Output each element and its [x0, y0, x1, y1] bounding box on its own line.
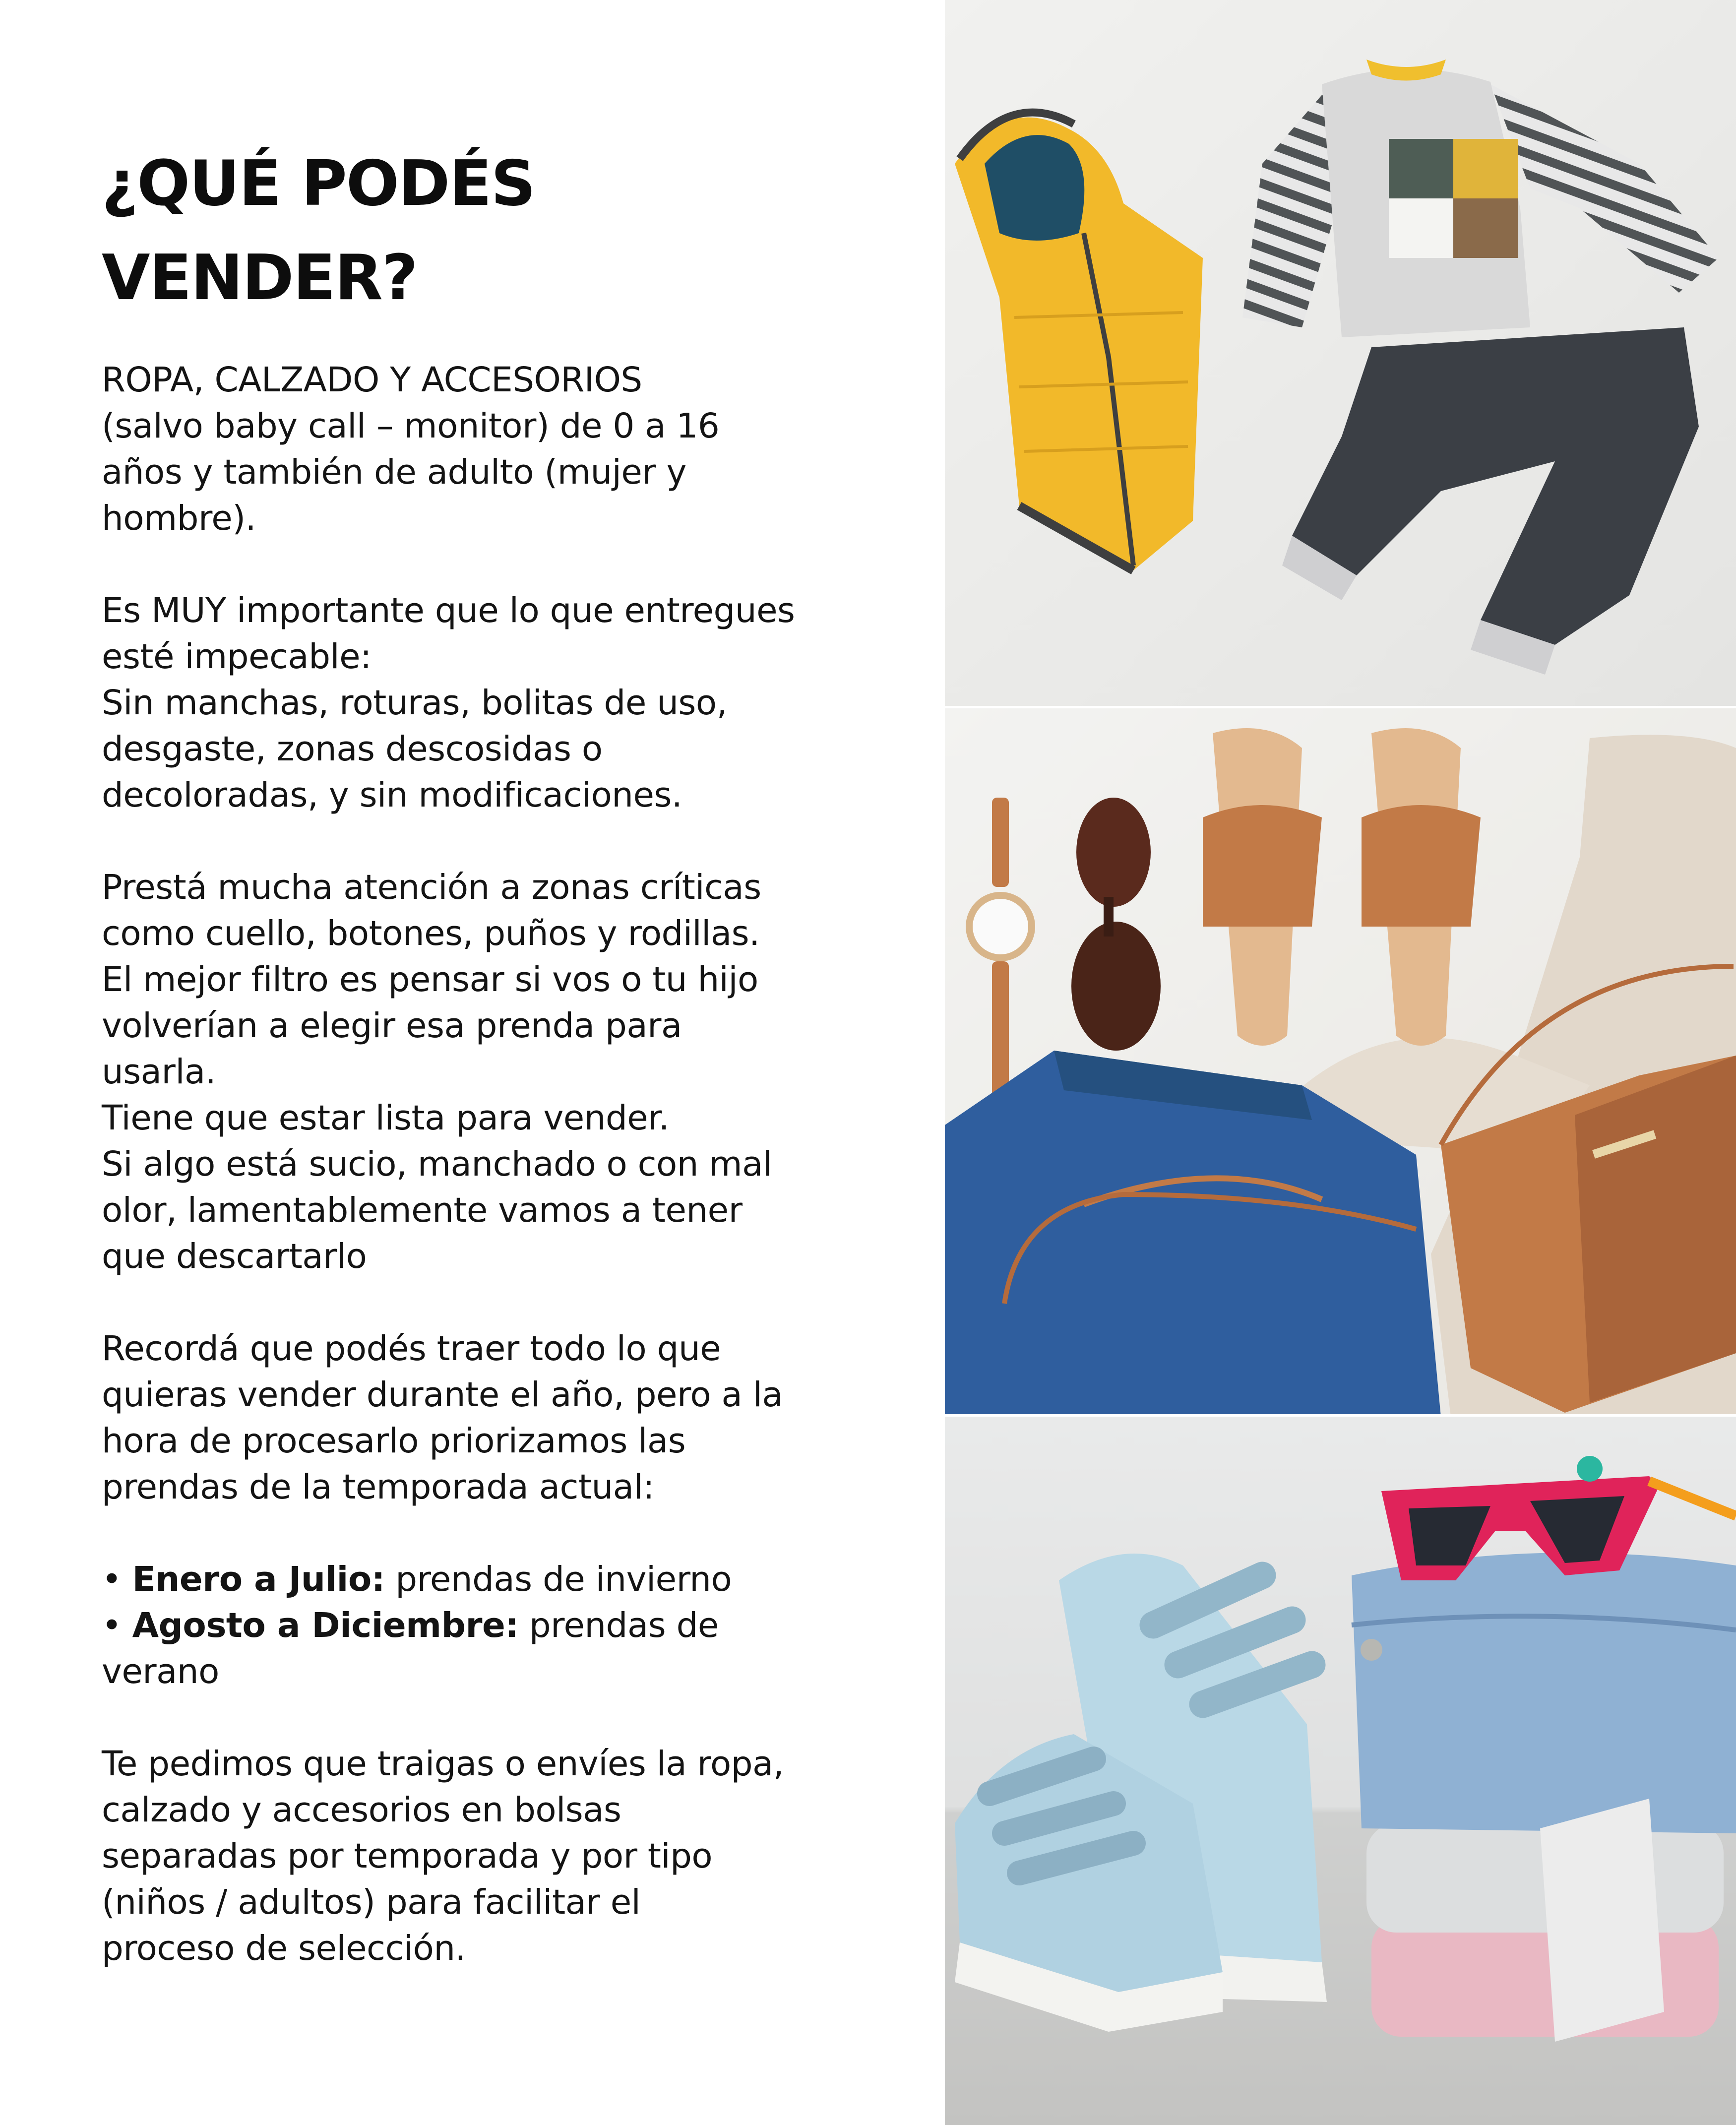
season-label: Enero a Julio:: [132, 1560, 385, 1599]
attention-line: olor, lamentablemente vamos a tener: [102, 1190, 743, 1230]
intro-line: ROPA, CALZADO Y ACCESORIOS: [102, 360, 642, 400]
attention-line: usarla.: [102, 1052, 216, 1092]
page-title: [102, 136, 920, 325]
condition-paragraph: [102, 588, 935, 818]
packing-line: (niños / adultos) para facilitar el: [102, 1882, 641, 1922]
packing-line: Te pedimos que traigas o envíes la ropa,: [102, 1744, 784, 1784]
condition-line: Sin manchas, roturas, bolitas de uso,: [102, 683, 728, 723]
intro-line: hombre).: [102, 499, 256, 538]
photo-sneakers-folded-clothes-sunglasses: [945, 1417, 1736, 2125]
photo-vest-shirt-pants: [945, 0, 1736, 708]
intro-line: (salvo baby call – monitor) de 0 a 16: [102, 406, 720, 446]
condition-line: Es MUY importante que lo que entregues: [102, 591, 795, 630]
intro-line: años y también de adulto (mujer y: [102, 452, 687, 492]
condition-line: decoloradas, y sin modificaciones.: [102, 775, 682, 815]
body-text: [102, 357, 935, 1972]
attention-line: Tiene que estar lista para vender.: [102, 1098, 670, 1138]
attention-line: como cuello, botones, puños y rodillas.: [102, 914, 760, 953]
season-text: prendas de: [529, 1606, 719, 1645]
list-item: [102, 1557, 935, 1603]
intro-paragraph: [102, 357, 935, 542]
attention-line: volverían a elegir esa prenda para: [102, 1006, 682, 1046]
packing-paragraph: [102, 1741, 935, 1972]
season-label: Agosto a Diciembre:: [132, 1606, 519, 1645]
photo-column: [945, 0, 1736, 2125]
condition-line: desgaste, zonas descosidas o: [102, 729, 603, 769]
packing-line: separadas por temporada y por tipo: [102, 1836, 713, 1876]
adult-accessories-photo: [945, 708, 1736, 1417]
list-item: [102, 1603, 935, 1649]
season-paragraph: [102, 1326, 935, 1510]
photo-watch-sunglasses-sandals-jeans-bag: [945, 708, 1736, 1417]
attention-line: Prestá mucha atención a zonas críticas: [102, 868, 761, 907]
packing-line: proceso de selección.: [102, 1929, 466, 1968]
title-line-1: ¿QUÉ PODÉS: [102, 147, 535, 220]
kids-clothes-photo: [945, 0, 1736, 708]
season-line: quieras vender durante el año, pero a la: [102, 1375, 783, 1415]
season-text: prendas de invierno: [395, 1560, 732, 1599]
seasons-list: [102, 1557, 935, 1695]
packing-line: calzado y accesorios en bolsas: [102, 1790, 621, 1830]
season-line: Recordá que podés traer todo lo que: [102, 1329, 721, 1369]
season-line: hora de procesarlo priorizamos las: [102, 1421, 686, 1461]
attention-paragraph: [102, 865, 935, 1280]
bullet: •: [102, 1560, 122, 1599]
kids-shoes-photo: [945, 1417, 1736, 2125]
condition-line: esté impecable:: [102, 637, 372, 677]
bullet: •: [102, 1606, 122, 1645]
attention-line: que descartarlo: [102, 1237, 367, 1276]
attention-line: El mejor filtro es pensar si vos o tu hijo: [102, 960, 758, 1000]
season-line: prendas de la temporada actual:: [102, 1467, 654, 1507]
season-text-continued: verano: [102, 1652, 219, 1691]
title-line-2: VENDER?: [102, 241, 417, 314]
attention-line: Si algo está sucio, manchado o con mal: [102, 1144, 772, 1184]
